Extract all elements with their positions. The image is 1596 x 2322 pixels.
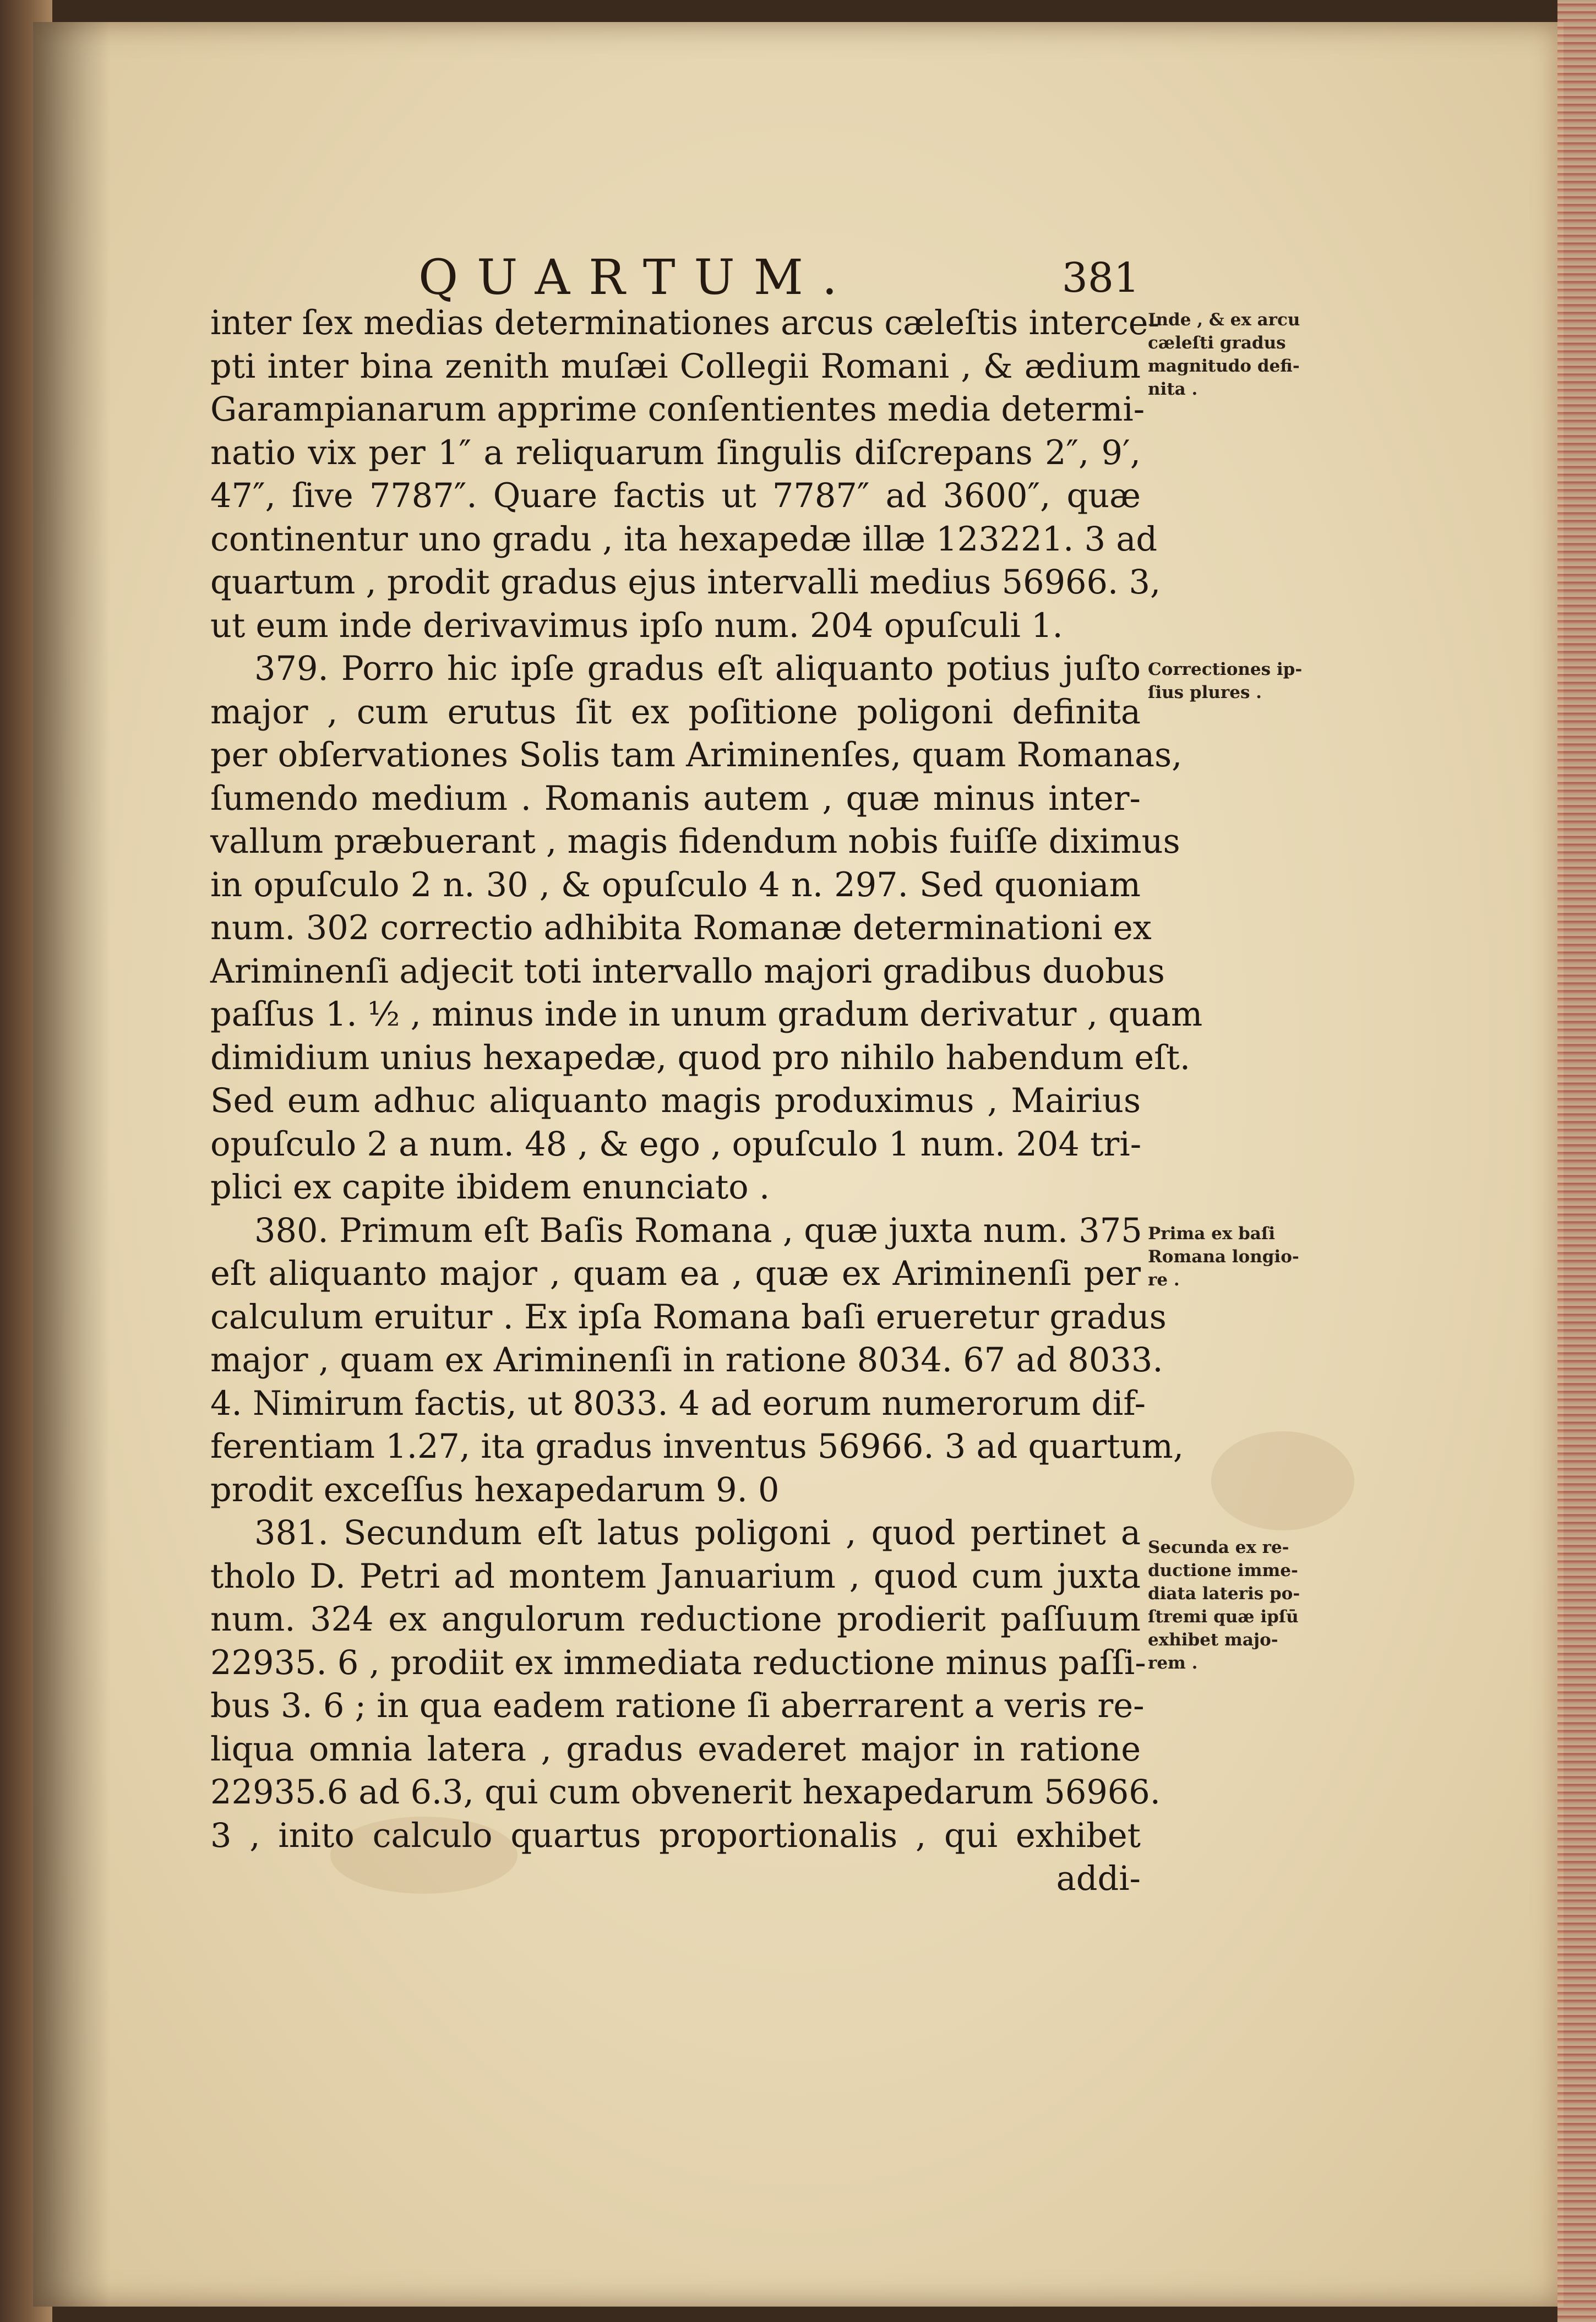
text-line: 3 , inito calculo quartus proportionalis , qui exhibet — [210, 1816, 1141, 1855]
text-line: major , cum erutus ſit ex poſitione poligoni definita — [210, 693, 1141, 732]
margin-note-line: Inde , & ex arcu — [1148, 310, 1300, 330]
margin-note-line: Romana longio- — [1148, 1247, 1299, 1267]
text-line: 379. Porro hic ipſe gradus eſt aliquanto potius juſto — [254, 650, 1141, 688]
margin-note-4 — [1148, 1536, 1319, 1675]
margin-note-line: nita . — [1148, 379, 1198, 399]
text-line: major , quam ex Ariminenſi in ratione 8034. 67 ad 8033. — [210, 1341, 1163, 1380]
text-line: Ariminenſi adjecit toti intervallo majori gradibus duobus — [210, 952, 1165, 991]
text-line: ut eum inde derivavimus ipſo num. 204 opuſculi 1. — [210, 606, 1063, 645]
margin-note-line: rem . — [1148, 1653, 1198, 1673]
text-line: quartum , prodit gradus ejus intervalli medius 56966. 3, — [210, 563, 1161, 602]
text-line: addi- — [1056, 1860, 1141, 1898]
text-line: paſſus 1. ½ , minus inde in unum gradum derivatur , quam — [210, 995, 1203, 1034]
text-line: natio vix per 1″ a reliquarum ſingulis diſcrepans 2″, 9′, — [210, 433, 1141, 472]
text-line: num. 324 ex angulorum reductione prodierit paſſuum — [210, 1600, 1141, 1639]
text-line: dimidium unius hexapedæ, quod pro nihilo habendum eſt. — [210, 1038, 1191, 1077]
text-line: plici ex capite ibidem enunciato . — [210, 1168, 770, 1207]
text-line: vallum præbuerant , magis fidendum nobis fuiſſe diximus — [210, 822, 1180, 861]
running-head-title: QUARTUM. — [418, 249, 856, 306]
text-line: in opuſculo 2 n. 30 , & opuſculo 4 n. 297. Sed quoniam — [210, 865, 1141, 904]
margin-note-line: exhibet majo- — [1148, 1630, 1278, 1650]
margin-note-line: ſius plures . — [1148, 683, 1262, 702]
text-line: per obſervationes Solis tam Ariminenſes, quam Romanas, — [210, 736, 1183, 775]
text-line: inter ſex medias determinationes arcus cæleſtis interce- — [210, 304, 1160, 342]
text-line: continentur uno gradu , ita hexapedæ illæ 123221. 3 ad — [210, 520, 1158, 559]
margin-note-2 — [1148, 658, 1319, 704]
text-line: 4. Nimirum factis, ut 8033. 4 ad eorum numerorum dif- — [210, 1384, 1146, 1423]
margin-note-1 — [1148, 308, 1319, 401]
text-line: liqua omnia latera , gradus evaderet major in ratione — [210, 1730, 1141, 1769]
margin-note-line: Correctiones ip- — [1148, 659, 1303, 679]
text-line: tholo D. Petri ad montem Januarium , quod cum juxta — [210, 1557, 1141, 1596]
margin-note-line: ſtremi quæ ipſū — [1148, 1607, 1299, 1627]
running-head — [209, 249, 1140, 309]
margin-note-line: ductione imme- — [1148, 1561, 1298, 1580]
margin-note-line: Prima ex baſi — [1148, 1224, 1275, 1244]
fore-edge — [1557, 0, 1596, 2322]
text-line: 47″, ſive 7787″. Quare factis ut 7787″ ad 3600″, quæ — [210, 477, 1141, 515]
text-line: ferentiam 1.27, ita gradus inventus 56966. 3 ad quartum, — [210, 1427, 1184, 1466]
text-line: Sed eum adhuc aliquanto magis produximus , Mairius — [210, 1082, 1141, 1120]
text-line: opuſculo 2 a num. 48 , & ego , opuſculo 1 num. 204 tri- — [210, 1125, 1142, 1164]
margin-note-line: re . — [1148, 1270, 1180, 1290]
margin-note-line: magnitudo defi- — [1148, 356, 1300, 376]
spine-shadow — [33, 22, 110, 2307]
text-line: pti inter bina zenith muſæi Collegii Romani , & ædium — [210, 347, 1141, 386]
text-line: 381. Secundum eſt latus poligoni , quod pertinet a — [254, 1514, 1141, 1552]
text-line: Garampianarum apprime conſentientes media determi- — [210, 390, 1145, 429]
text-line: 22935.6 ad 6.3, qui cum obvenerit hexapedarum 56966. — [210, 1773, 1161, 1812]
paper-stain — [1211, 1431, 1354, 1530]
text-line: calculum eruitur . Ex ipſa Romana baſi erueretur gradus — [210, 1298, 1167, 1337]
margin-note-line: Secunda ex re- — [1148, 1538, 1289, 1557]
text-line: ſumendo medium . Romanis autem , quæ minus inter- — [210, 779, 1141, 818]
text-line: num. 302 correctio adhibita Romanæ determinationi ex — [210, 909, 1152, 947]
margin-note-line: diata lateris po- — [1148, 1584, 1300, 1604]
text-line: eſt aliquanto major , quam ea , quæ ex Ariminenſi per — [210, 1255, 1141, 1293]
margin-note-line: cæleſti gradus — [1148, 333, 1286, 353]
text-line: prodit exceſſus hexapedarum 9. 0 — [210, 1470, 780, 1509]
text-line: 22935. 6 , prodiit ex immediata reductione minus paſſi- — [210, 1643, 1146, 1682]
text-line: bus 3. 6 ; in qua eadem ratione ſi aberrarent a veris re- — [210, 1687, 1145, 1725]
text-line: 380. Primum eſt Baſis Romana , quæ juxta num. 375 — [254, 1211, 1142, 1250]
page-number: 381 — [1061, 254, 1140, 302]
margin-note-3 — [1148, 1222, 1319, 1291]
